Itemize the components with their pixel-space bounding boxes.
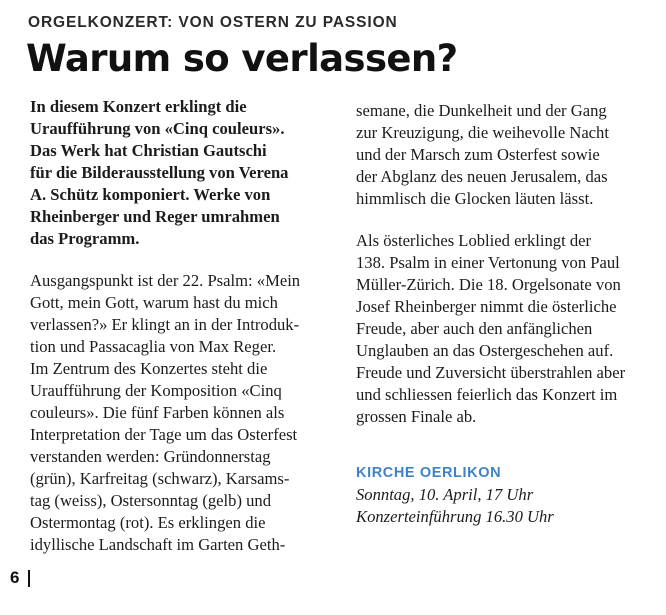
body-paragraph-left: [30, 270, 346, 556]
venue-info: [356, 462, 652, 528]
body-line: idyllische Landschaft im Garten Geth-: [30, 535, 286, 554]
body-line: Im Zentrum des Konzertes steht die: [30, 359, 268, 378]
body-line: Interpretation der Tage um das Osterfest: [30, 425, 298, 444]
body-line: der Abglanz des neuen Jerusalem, das: [356, 167, 608, 186]
lead-paragraph: [30, 96, 346, 250]
body-line: grossen Finale ab.: [356, 407, 477, 426]
body-line: tag (weiss), Ostersonntag (gelb) und: [30, 491, 272, 510]
body-line: (grün), Karfreitag (schwarz), Karsams-: [30, 469, 290, 488]
body-line: Gott, mein Gott, warum hast du mich: [30, 293, 278, 312]
body-line: Freude und Zuversicht überstrahlen aber: [356, 363, 626, 382]
lead-line: Rheinberger und Reger umrahmen: [30, 207, 280, 226]
body-line: couleurs». Die fünf Farben können als: [30, 403, 285, 422]
lead-line: In diesem Konzert erklingt die: [30, 97, 247, 116]
lead-line: das Programm.: [30, 229, 140, 248]
body-line: Unglauben an das Ostergeschehen auf.: [356, 341, 614, 360]
body-line: Ostermontag (rot). Es erklingen die: [30, 513, 266, 532]
body-line: und der Marsch zum Osterfest sowie: [356, 145, 600, 164]
event-intro-time: Konzerteinführung 16.30 Uhr: [356, 507, 554, 526]
right-column: [356, 100, 652, 528]
body-line: zur Kreuzigung, die weihevolle Nacht: [356, 123, 609, 142]
body-line: Uraufführung der Komposition «Cinq: [30, 381, 282, 400]
lead-line: Das Werk hat Christian Gautschi: [30, 141, 267, 160]
body-line: tion und Passacaglia von Max Reger.: [30, 337, 277, 356]
venue-title: KIRCHE OERLIKON: [356, 465, 502, 481]
page-footer: [10, 568, 30, 588]
body-line: 138. Psalm in einer Vertonung von Paul: [356, 253, 620, 272]
body-line: Als österliches Loblied erklingt der: [356, 231, 592, 250]
lead-line: A. Schütz komponiert. Werke von: [30, 185, 271, 204]
body-line: Josef Rheinberger nimmt die österliche: [356, 297, 617, 316]
body-line: himmlisch die Glocken läuten lässt.: [356, 189, 594, 208]
left-column: [30, 96, 346, 556]
body-line: Müller-Zürich. Die 18. Orgelsonate von: [356, 275, 621, 294]
body-line: verstanden werden: Gründonnerstag: [30, 447, 271, 466]
article-headline: Warum so verlassen?: [26, 37, 458, 80]
page-divider: [28, 570, 30, 587]
body-line: semane, die Dunkelheit und der Gang: [356, 101, 607, 120]
body-line: verlassen?» Er klingt an in der Introduk-: [30, 315, 300, 334]
article-kicker: ORGELKONZERT: VON OSTERN ZU PASSION: [28, 14, 398, 31]
body-line: Ausgangspunkt ist der 22. Psalm: «Mein: [30, 271, 301, 290]
body-paragraph-right-1: [356, 100, 652, 210]
page-number: 6: [10, 568, 20, 587]
lead-line: für die Bilderausstellung von Verena: [30, 163, 289, 182]
body-line: und schliessen feierlich das Konzert im: [356, 385, 618, 404]
body-paragraph-right-2: [356, 230, 652, 428]
body-line: Freude, aber auch den anfänglichen: [356, 319, 593, 338]
event-date: Sonntag, 10. April, 17 Uhr: [356, 485, 534, 504]
lead-line: Uraufführung von «Cinq couleurs».: [30, 119, 285, 138]
